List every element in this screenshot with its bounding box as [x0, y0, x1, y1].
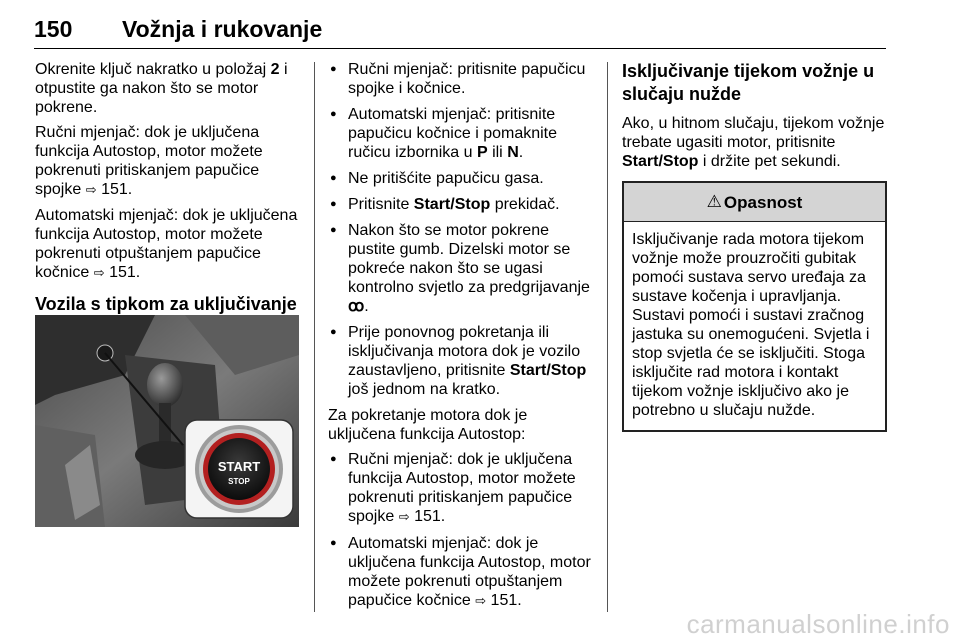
bullet-list [328, 60, 598, 399]
paragraph: Okrenite ključ nakratko u položaj 2 i otpustite ga nakon što se motor pokrene. [35, 61, 288, 116]
bullet-list [328, 450, 598, 611]
warning-text: Isključivanje rada motora tijekom vožnje može prouzročiti gubitak pomoći sustava servo uređaja za sustave kočenja i upravljanja. Sustavi pomoći i sustavi zračnog jastuka su onemogućeni. Svjetla i stop svjetla će se isključiti. Stoga isključite rad motora i kontakt tijekom vožnje isključivo ako je potrebno u slučaju nužde. [632, 231, 870, 419]
list-item: ● Automatski mjenjač: dok je uključena funkcija Autostop, motor možete pokrenuti otpuštanjem papučice kočnice ⇨ 151. [328, 534, 598, 611]
arrow-ref-icon: ⇨ [475, 594, 487, 609]
column-divider [314, 62, 315, 612]
watermark: carmanualsonline.info [686, 609, 950, 639]
paragraph: Automatski mjenjač: dok je uključena funkcija Autostop, motor možete pokrenuti otpuštanjem papučice kočnice ⇨ 151. [35, 207, 298, 281]
list-item: ● Ručni mjenjač: dok je uključena funkcija Autostop, motor možete pokrenuti pritiskanjem papučice spojke ⇨ 151. [328, 450, 598, 527]
start-label: START [217, 459, 261, 474]
page-link[interactable]: 151. [414, 508, 446, 525]
list-item: ● Automatski mjenjač: pritisnite papučicu kočnice i pomaknite ručicu izbornika u P ili N. [328, 105, 598, 162]
preheat-icon: ꝏ [348, 298, 365, 315]
column-2 [328, 60, 598, 618]
page-link[interactable]: 151. [109, 264, 141, 281]
column-divider [607, 62, 608, 612]
list-item: ● Ne pritišćite papučicu gasa. [328, 169, 598, 188]
start-stop-photo [35, 315, 299, 527]
warning-box [622, 181, 887, 432]
stop-label: STOP [228, 477, 250, 486]
page-link[interactable]: 151. [490, 592, 522, 609]
column-1 [35, 60, 300, 323]
paragraph: Za pokretanje motora dok je uključena funkcija Autostop: [328, 407, 528, 443]
section-heading: Vozila s tipkom za uključivanje [35, 294, 297, 314]
list-item: ● Prije ponovnog pokretanja ili isključivanja motora dok je vozilo zaustavljeno, pritisnite Start/Stop još jednom na kratko. [328, 323, 598, 399]
page-header [34, 10, 886, 49]
arrow-ref-icon: ⇨ [85, 183, 97, 198]
paragraph: Ručni mjenjač: dok je uključena funkcija Autostop, motor možete pokrenuti pritiskanjem papučice spojke ⇨ 151. [35, 124, 263, 198]
paragraph: Ako, u hitnom slučaju, tijekom vožnje trebate ugasiti motor, pritisnite Start/Stop i držite pet sekundi. [622, 115, 885, 170]
page-link[interactable]: 151. [101, 181, 133, 198]
warning-title: Opasnost [723, 192, 803, 212]
list-item: ● Nakon što se motor pokrene pustite gumb. Dizelski motor se pokreće nakon što se ugasi kontrolno svjetlo za predgrijavanje ꝏ. [328, 221, 598, 316]
chapter-title: Vožnja i rukovanje [122, 16, 323, 42]
section-heading: Isključivanje tijekom vožnje u slučaju nužde [622, 61, 875, 104]
warning-triangle-icon: ⚠ [706, 191, 722, 212]
list-item: ● Ručni mjenjač: pritisnite papučicu spojke i kočnice. [328, 60, 598, 98]
arrow-ref-icon: ⇨ [93, 266, 105, 281]
arrow-ref-icon: ⇨ [398, 510, 410, 525]
list-item: ● Pritisnite Start/Stop prekidač. [328, 195, 598, 214]
warning-header [624, 183, 885, 222]
page-number: 150 [34, 16, 73, 42]
column-3 [622, 60, 887, 432]
